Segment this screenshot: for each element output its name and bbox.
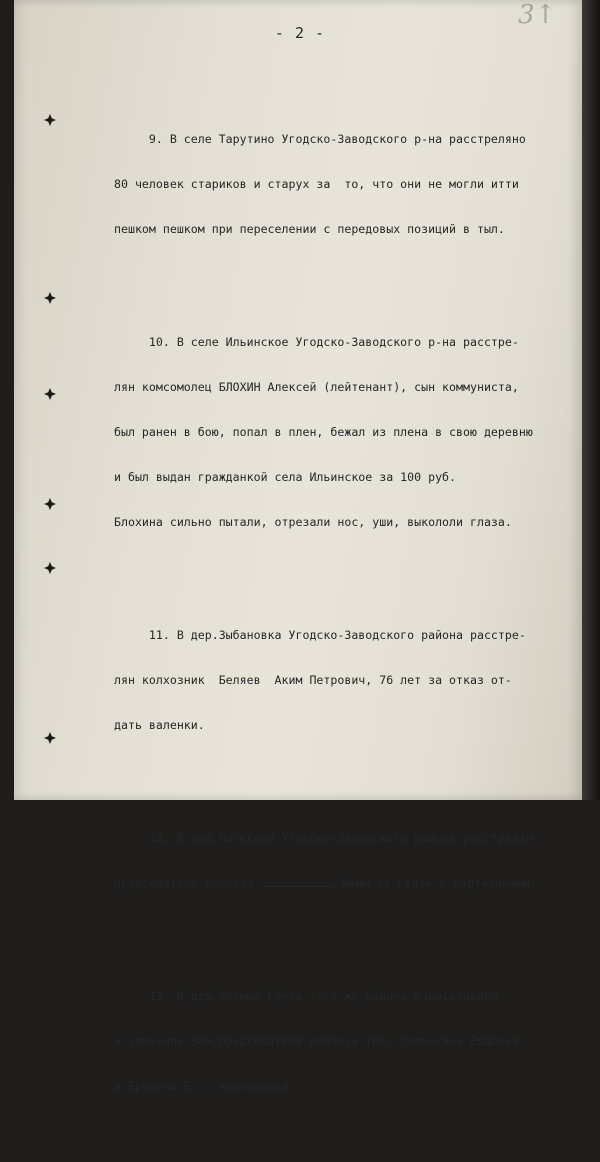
scan-edge — [582, 0, 600, 800]
text-line: и замучили Зам.Председателя колхоза тов. Солонкина Евдокия — [114, 1034, 519, 1048]
paragraph-13 — [114, 959, 564, 1124]
text-line: и Ерохина Е. - комсомолка. — [114, 1079, 296, 1093]
text-line: лян колхозник Беляев Аким Петрович, 76 лет за отказ от- — [114, 673, 512, 687]
text-line-with-blank — [114, 876, 564, 891]
text-line: пешком пешком при переселении с передовых позиций в тыл. — [114, 222, 505, 236]
text-line: 10. В селе Ильинское Угодско-Заводского р-на расстре- — [114, 335, 519, 349]
text-line: Блохина сильно пытали, отрезали нос, уши, выкололи глаза. — [114, 515, 512, 529]
paragraph-9 — [114, 102, 564, 267]
blank-name-line — [262, 886, 334, 887]
text-line: 80 человек стариков и старух за то, что они не могли итти — [114, 177, 519, 191]
paragraph-11 — [114, 598, 564, 763]
text-line: 13. В дер.Черные Грязи того же района изнасиловали — [114, 989, 498, 1003]
archive-margin-mark: 3↑ — [518, 0, 557, 30]
page-number: - 2 - — [274, 24, 326, 42]
text-line: 12. В дер.Лыськово Угодско-Заводского района расстрелян — [114, 831, 533, 845]
text-fragment: Аким за связь с партизанами. — [341, 876, 538, 890]
text-line: лян комсомолец БЛОХИН Алексей (лейтенант), сын коммуниста, — [114, 380, 519, 394]
paragraph-12 — [114, 801, 564, 921]
text-line: и был выдан гражданкой села Ильинское за 100 руб. — [114, 470, 457, 484]
text-line: дать валенки. — [114, 718, 205, 732]
paragraph-10 — [114, 305, 564, 560]
text-line: был ранен в бою, попал в плен, бежал из плена в свою деревню — [114, 425, 533, 439]
text-line: 9. В селе Тарутино Угодско-Заводского р-на расстреляно — [114, 132, 526, 146]
text-line: 11. В дер.Зыбановка Угодско-Заводского района расстре- — [114, 628, 526, 642]
text-fragment: председатель колхоза — [114, 876, 254, 890]
document-body — [114, 72, 564, 1162]
